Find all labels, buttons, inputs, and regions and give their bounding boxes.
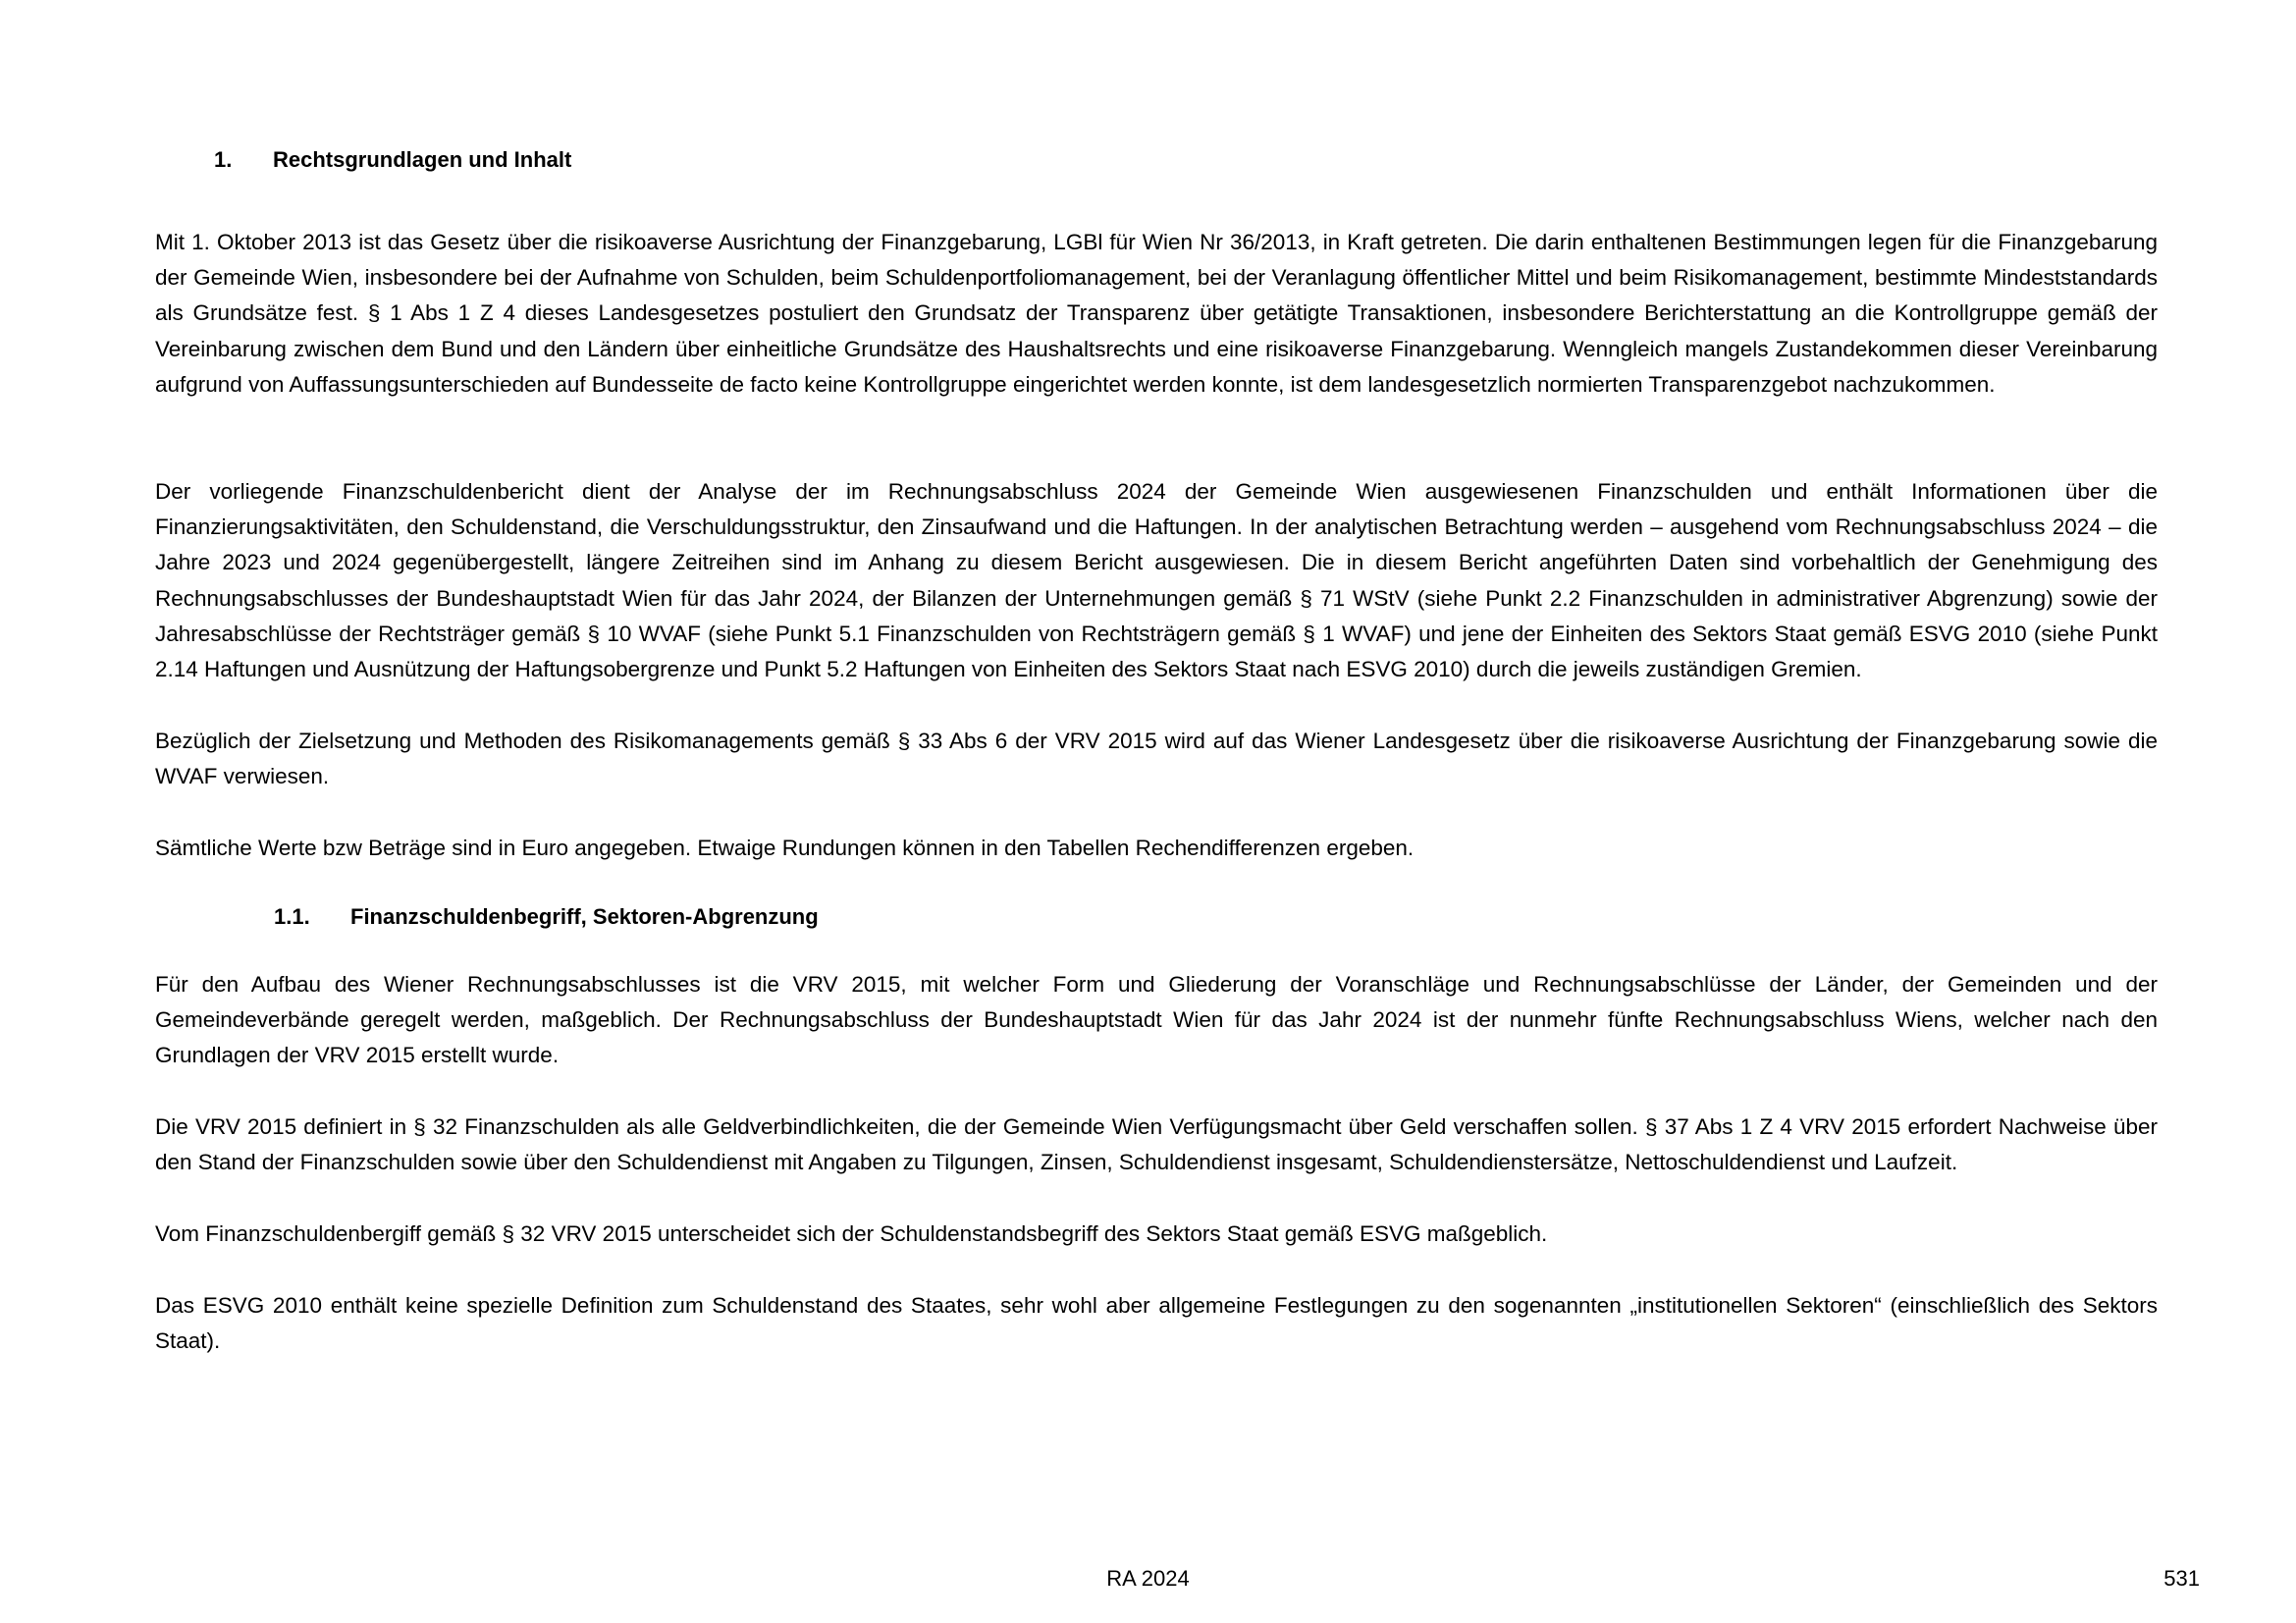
section-title: Rechtsgrundlagen und Inhalt (273, 147, 572, 172)
paragraph-currency-note: Sämtliche Werte bzw Beträge sind in Euro angegeben. Etwaige Rundungen können in den Tabellen Rechendifferenzen ergeben. (155, 836, 1415, 860)
section-heading-1-1 (274, 902, 819, 932)
footer-label: RA 2024 (1106, 1566, 1190, 1591)
paragraph-vrv-definition: Die VRV 2015 definiert in § 32 Finanzschulden als alle Geldverbindlichkeiten, die der Gemeinde Wien Verfügungsmacht über Geld verschaffen sollen. § 37 Abs 1 Z 4 VRV 2015 erfordert Nachweise über den Stand der Finanzschulden sowie über den Schuldendienst mit Angaben zu Tilgungen, Zinsen, Schuldendienst insgesamt, Schuldendienstersätze, Nettoschuldendienst und Laufzeit. (155, 1114, 2158, 1175)
section-heading-1 (214, 145, 571, 175)
paragraph-esvg-sectors: Das ESVG 2010 enthält keine spezielle Definition zum Schuldenstand des Staates, sehr wohl aber allgemeine Festlegungen zu den sogenannten „institutionellen Sektoren“ (einschließlich des Sektors Staat). (155, 1293, 2158, 1354)
page-number: 531 (2163, 1566, 2200, 1591)
section-number: 1.1. (274, 904, 310, 929)
paragraph-risk-management: Bezüglich der Zielsetzung und Methoden des Risikomanagements gemäß § 33 Abs 6 der VRV 2015 wird auf das Wiener Landesgesetz über die risikoaverse Ausrichtung der Finanzgebarung sowie die WVAF verwiesen. (155, 729, 2158, 789)
paragraph-legal-basis: Mit 1. Oktober 2013 ist das Gesetz über die risikoaverse Ausrichtung der Finanzgebarung, LGBl für Wien Nr 36/2013, in Kraft getreten. Die darin enthaltenen Bestimmungen legen für die Finanzgebarung der Gemeinde Wien, insbesondere bei der Aufnahme von Schulden, beim Schuldenportfoliomanagement, bei der Veranlagung öffentlicher Mittel und beim Risikomanagement, bestimmte Mindeststandards als Grundsätze fest. § 1 Abs 1 Z 4 dieses Landesgesetzes postuliert den Grundsatz der Transparenz über getätigte Transaktionen, insbesondere Berichterstattung an die Kontrollgruppe gemäß der Vereinbarung zwischen dem Bund und den Ländern über einheitliche Grundsätze des Haushaltsrechts und eine risikoaverse Finanzgebarung. Wenngleich mangels Zustandekommen dieser Vereinbarung aufgrund von Auffassungsunterschieden auf Bundesseite de facto keine Kontrollgruppe eingerichtet werden konnte, ist dem landesgesetzlich normierten Transparenzgebot nachzukommen. (155, 230, 2158, 397)
paragraph-esvg-difference: Vom Finanzschuldenbergiff gemäß § 32 VRV 2015 unterscheidet sich der Schuldenstandsbegriff des Sektors Staat gemäß ESVG maßgeblich. (155, 1221, 1548, 1246)
paragraph-report-purpose: Der vorliegende Finanzschuldenbericht dient der Analyse der im Rechnungsabschluss 2024 der Gemeinde Wien ausgewiesenen Finanzschulden und enthält Informationen über die Finanzierungsaktivitäten, den Schuldenstand, die Verschuldungsstruktur, den Zinsaufwand und die Haftungen. In der analytischen Betrachtung werden – ausgehend vom Rechnungsabschluss 2024 – die Jahre 2023 und 2024 gegenübergestellt, längere Zeitreihen sind im Anhang zu diesem Bericht ausgewiesen. Die in diesem Bericht angeführten Daten sind vorbehaltlich der Genehmigung des Rechnungsabschlusses der Bundeshauptstadt Wien für das Jahr 2024, der Bilanzen der Unternehmungen gemäß § 71 WStV (siehe Punkt 2.2 Finanzschulden in administrativer Abgrenzung) sowie der Jahresabschlüsse der Rechtsträger gemäß § 10 WVAF (siehe Punkt 5.1 Finanzschulden von Rechtsträgern gemäß § 1 WVAF) und jene der Einheiten des Sektors Staat gemäß ESVG 2010 (siehe Punkt 2.14 Haftungen und Ausnützung der Haftungsobergrenze und Punkt 5.2 Haftungen von Einheiten des Sektors Staat nach ESVG 2010) durch die jeweils zuständigen Gremien. (155, 479, 2158, 682)
paragraph-vrv-structure: Für den Aufbau des Wiener Rechnungsabschlusses ist die VRV 2015, mit welcher Form und Gliederung der Voranschläge und Rechnungsabschlüsse der Länder, der Gemeinden und der Gemeindeverbände geregelt werden, maßgeblich. Der Rechnungsabschluss der Bundeshauptstadt Wien für das Jahr 2024 ist der nunmehr fünfte Rechnungsabschluss Wiens, welcher nach den Grundlagen der VRV 2015 erstellt wurde. (155, 972, 2158, 1068)
section-number: 1. (214, 147, 233, 172)
section-title: Finanzschuldenbegriff, Sektoren-Abgrenzung (350, 904, 819, 929)
